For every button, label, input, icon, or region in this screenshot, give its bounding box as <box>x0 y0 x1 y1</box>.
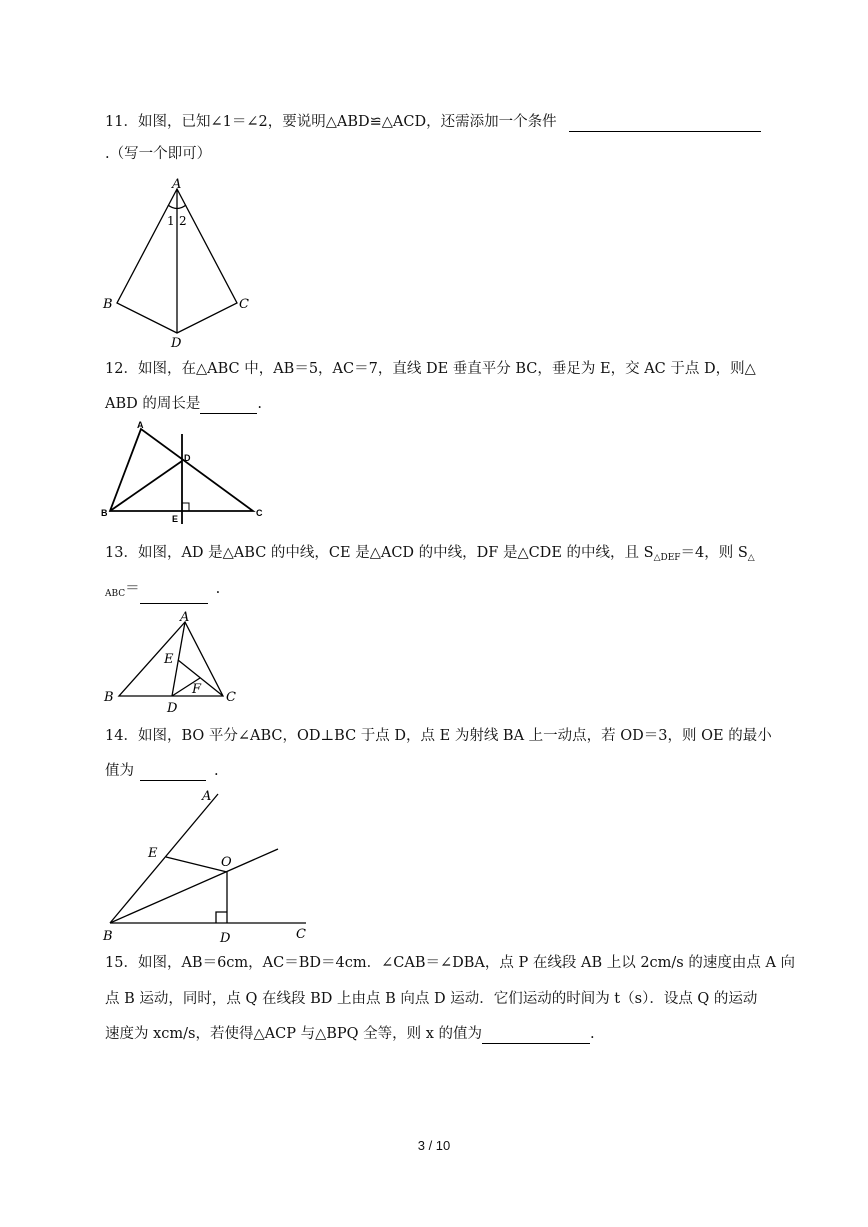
q14-label-o: O <box>221 855 232 870</box>
q11-label-2: 2 <box>179 214 187 228</box>
q12-text: ABD 的周长是 <box>105 396 201 412</box>
q11-label-a: A <box>172 177 182 192</box>
q13-label-e: E <box>164 652 174 667</box>
q14-text: 值为 <box>105 763 134 779</box>
q14-label-d: D <box>220 931 231 946</box>
q14-label-a: A <box>202 789 212 804</box>
q15-line2: 点 B 运动，同时，点 Q 在线段 BD 上由点 B 向点 D 运动．它们运动的时间为 t（s）．设点 Q 的运动 <box>105 991 758 1007</box>
q13-line1: 13．如图，AD 是△ABC 的中线，CE 是△ACD 的中线，DF 是△CDE 的中线，且 $S_{\triangle DEF}=4$，则 $S_\triangle$ <box>105 545 755 563</box>
q15-line3: 速度为 xcm/s，若使得△ACP 与△BPQ 全等，则 x 的值为 . <box>105 1026 595 1042</box>
q12-line2: ABD 的周长是 . <box>105 396 262 412</box>
q15-line1: 15．如图，AB＝6cm，AC＝BD＝4cm．∠CAB＝∠DBA，点 P 在线段 AB 上以 2cm/s 的速度由点 A 向 <box>105 955 796 971</box>
q15-text: 速度为 xcm/s，若使得△ACP 与△BPQ 全等，则 x 的值为 <box>105 1026 483 1042</box>
q11-label-d: D <box>171 336 182 351</box>
q14-label-b: B <box>103 929 113 944</box>
q12-label-b: B <box>101 508 108 518</box>
q15-answer-blank[interactable] <box>482 1027 590 1044</box>
q11-text: 11．如图，已知∠1＝∠2，要说明△ABD≌△ACD，还需添加一个条件 <box>105 114 557 130</box>
page-number: 3 / 10 <box>417 1138 451 1153</box>
q13-label-b: B <box>104 690 114 705</box>
q13-label-a: A <box>180 610 190 625</box>
q12-label-d: D <box>184 453 191 463</box>
q13-label-f: F <box>192 682 202 697</box>
q13-label-d: D <box>167 701 178 716</box>
q11-line2: .（写一个即可） <box>105 146 212 162</box>
q12-label-c: C <box>256 508 263 518</box>
q11-label-b: B <box>103 297 113 312</box>
q12-line1: 12．如图，在△ABC 中，AB＝5，AC＝7，直线 DE 垂直平分 BC，垂足为 E，交 AC 于点 D，则△ <box>105 361 756 377</box>
q14-line2: 值为 . <box>105 763 219 779</box>
q12-label-e: E <box>172 514 179 524</box>
q14-label-c: C <box>296 927 306 942</box>
q12-label-a: A <box>137 420 144 430</box>
q14-line1: 14．如图，BO 平分∠ABC，OD⊥BC 于点 D，点 E 为射线 BA 上一动点，若 OD＝3，则 OE 的最小 <box>105 728 772 744</box>
q13-line2: $_{ABC}$＝ . <box>105 579 220 604</box>
q14-label-e: E <box>148 846 158 861</box>
q13-label-c: C <box>226 690 236 705</box>
q11-label-1: 1 <box>167 214 175 228</box>
q11-label-c: C <box>239 297 249 312</box>
